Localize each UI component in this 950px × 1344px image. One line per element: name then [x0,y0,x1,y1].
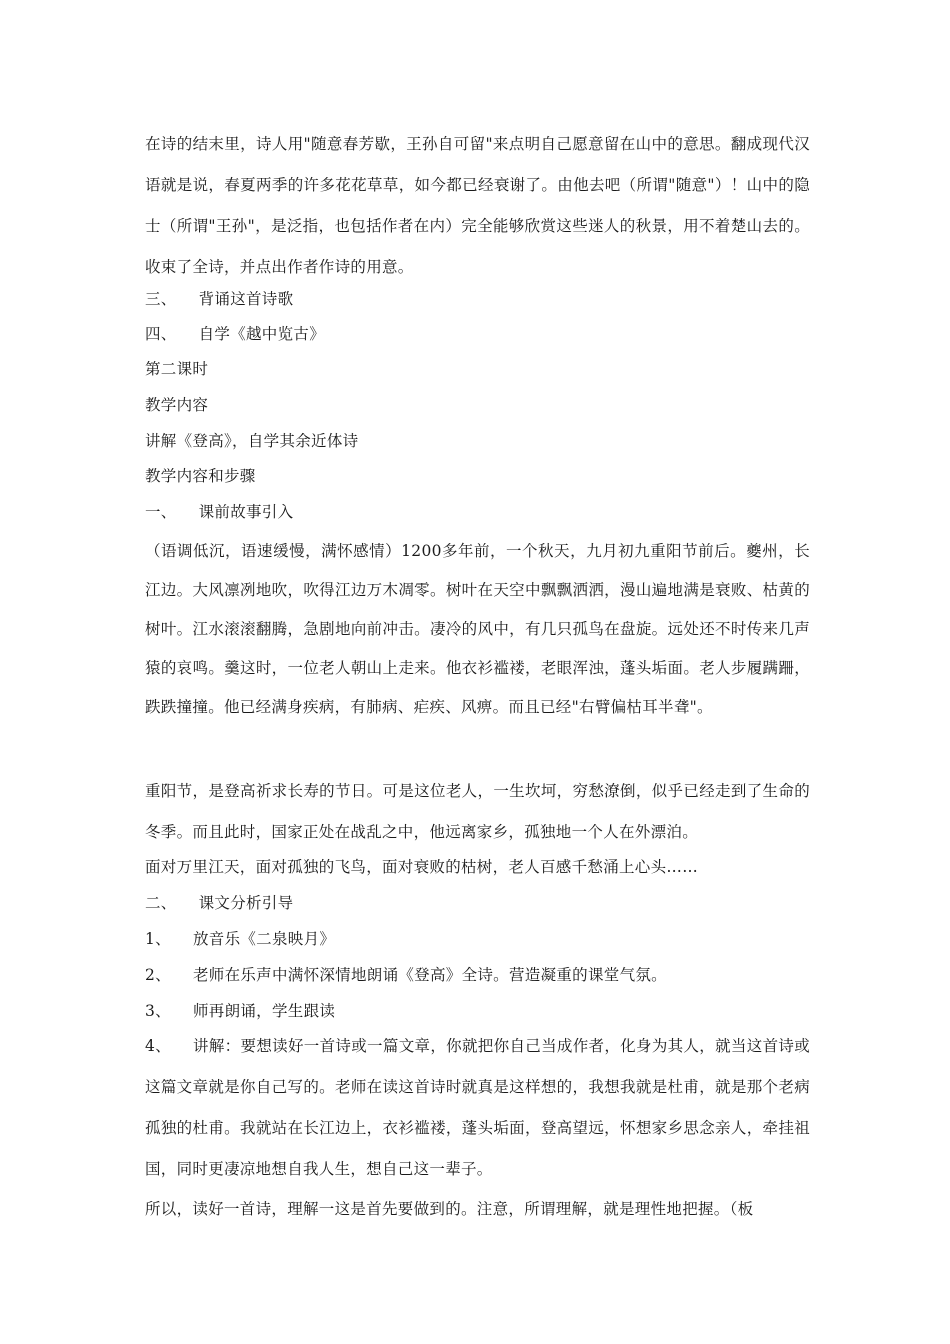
step-number: 3、 [145,1002,171,1020]
section-1-heading [145,500,810,524]
step-1 [145,927,810,951]
paragraph-chongyang: 重阳节，是登高祈求长寿的节日。可是这位老人，一生坎坷，穷愁潦倒，似乎已经走到了生命的冬季。而且此时，国家正处在战乱之中，他远离家乡，孤独地一个人在外漂泊。 [145,782,810,841]
list-number: 三、 [145,290,177,308]
step-2 [145,963,810,987]
step-text: 师再朗诵，学生跟读 [192,1002,336,1020]
paragraph-story: （语调低沉，语速缓慢，满怀感情）1200多年前，一个秋天，九月初九重阳节前后。夔州，长江边。大风凛冽地吹，吹得江边万木凋零。树叶在天空中飘飘洒洒，漫山遍地满是衰败、枯黄的树叶。江水滚滚翻腾，急剧地向前冲击。凄冷的风中，有几只孤鸟在盘旋。远处还不时传来几声猿的哀鸣。羹这时，一位老人朝山上走来。他衣衫褴褛，老眼浑浊，蓬头垢面。老人步履蹒跚，跌跌撞撞。他已经满身疾病，有肺病、疟疾、风痹。而且已经"右臂偏枯耳半聋"。 [145,542,810,716]
heading-teach-content: 教学内容 [145,396,209,414]
step-text: 放音乐《二泉映月》 [192,930,336,948]
step-number: 4、 [145,1037,172,1055]
heading-teach-steps: 教学内容和步骤 [145,467,256,485]
step-number: 1、 [145,930,171,948]
list-item-4 [145,322,810,346]
list-text: 自学《越中览古》 [198,325,326,343]
paragraph-face: 面对万里江天，面对孤独的飞鸟，面对衰败的枯树，老人百感千愁涌上心头…… [145,858,699,876]
heading-lesson-2: 第二课时 [145,360,209,378]
paragraph-last: 所以，读好一首诗，理解一这是首先要做到的。注意，所谓理解，就是理性地把握。（板 [145,1200,754,1218]
section-title: 课文分析引导 [198,894,294,912]
section-number: 二、 [145,894,177,912]
step-4 [145,1026,810,1190]
step-text: 讲解：要想读好一首诗或一篇文章，你就把你自己当成作者，化身为其人，就当这首诗或这篇文章就是你自己写的。老师在读这首诗时就真是这样想的，我想我就是杜甫，就是那个老病孤独的杜甫。我就站在长江边上，衣衫褴褛，蓬头垢面，登高望远，怀想家乡思念亲人，牵挂祖国，同时更凄凉地想自我人生，想自己这一辈子。 [145,1037,811,1178]
list-item-3 [145,287,810,311]
step-text: 老师在乐声中满怀深情地朗诵《登高》全诗。营造凝重的课堂气氛。 [192,966,667,984]
step-number: 2、 [145,966,171,984]
section-title: 课前故事引入 [198,503,294,521]
list-text: 背诵这首诗歌 [198,290,294,308]
paragraph-intro: 在诗的结末里，诗人用"随意春芳歇，王孙自可留"来点明自己愿意留在山中的意思。翻成现代汉语就是说，春夏两季的许多花花草草，如今都已经衰谢了。由他去吧（所谓"随意"）！山中的隐士（所谓"王孙"，是泛指，也包括作者在内）完全能够欣赏这些迷人的秋景，用不着楚山去的。收束了全诗，并点出作者作诗的用意。 [145,135,810,276]
step-3 [145,999,810,1023]
list-number: 四、 [145,325,177,343]
section-2-heading [145,891,810,915]
teach-content-text: 讲解《登高》，自学其余近体诗 [145,432,359,450]
section-number: 一、 [145,503,177,521]
